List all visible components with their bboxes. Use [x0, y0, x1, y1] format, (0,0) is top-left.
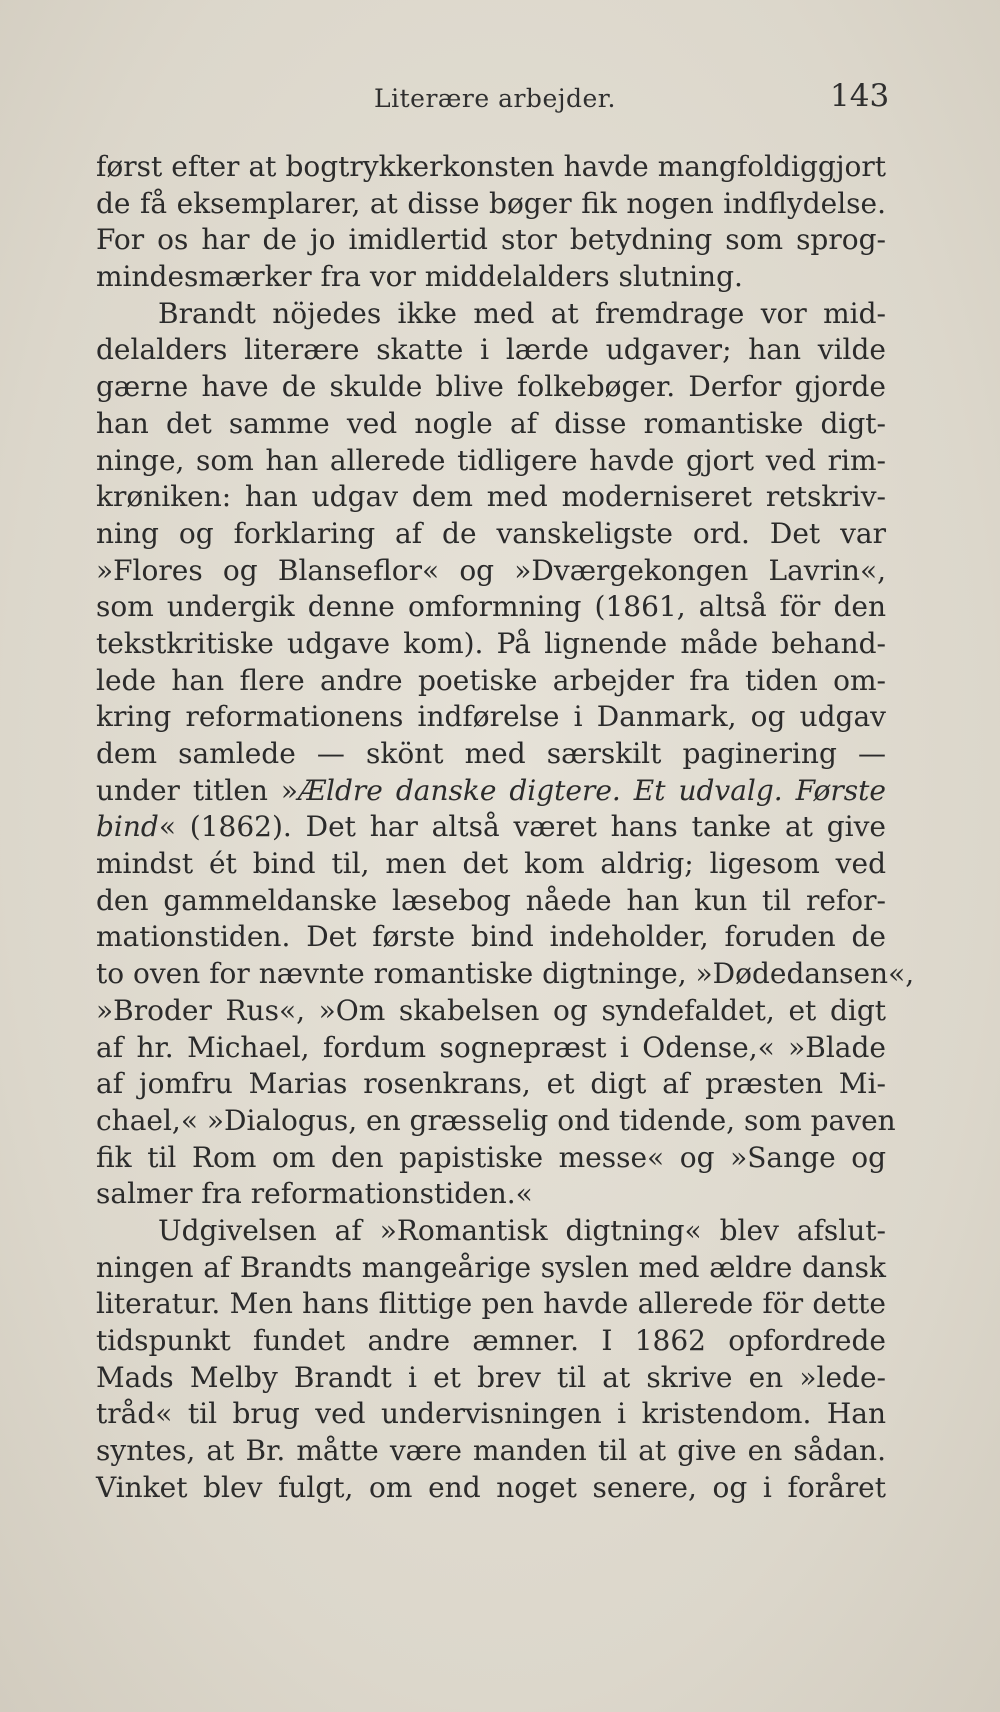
text-line: som undergik denne omformning (1861, altså för den	[96, 590, 886, 624]
page-number: 143	[830, 78, 890, 114]
text-line: af hr. Michael, fordum sognepræst i Odense,« »Blade	[96, 1030, 886, 1064]
text-line: literatur. Men hans flittige pen havde allerede för dette	[96, 1287, 886, 1321]
text-line: dem samlede — skönt med særskilt paginering —	[96, 737, 886, 770]
text-line: ninge, som han allerede tidligere havde gjort ved rim-	[96, 443, 886, 477]
text-line	[96, 809, 886, 846]
text-line: af jomfru Marias rosenkrans, et digt af præsten Mi-	[96, 1067, 886, 1101]
text-line: to oven for nævnte romantiske digtninge, »Dødedansen«,	[96, 957, 915, 991]
text-line: tekstkritiske udgave kom). På lignende måde behand-	[96, 626, 886, 660]
running-title: Literære arbejder.	[374, 84, 616, 113]
text-line: mindst ét bind til, men det kom aldrig; ligesom ved	[96, 847, 886, 881]
text-line: fik til Rom om den papistiske messe« og »Sange og	[96, 1140, 886, 1174]
text-line: ning og forklaring af de vanskeligste ord. Det var	[96, 516, 886, 550]
text-line: mindesmærker fra vor middelalders slutning.	[96, 260, 743, 294]
text-line: Brandt nöjedes ikke med at fremdrage vor mid-	[158, 296, 886, 330]
text-segment: « (1862). Det har altså været hans tanke at give	[158, 810, 886, 844]
italic-title: bind	[96, 810, 159, 844]
italic-title: Ældre danske digtere. Et udvalg. Første	[298, 773, 886, 807]
text-line: Vinket blev fulgt, om end noget senere, og i foråret	[96, 1470, 886, 1504]
text-line: Udgivelsen af »Romantisk digtning« blev afslut-	[158, 1213, 886, 1247]
text-line: kring reformationens indførelse i Danmark, og udgav	[96, 700, 886, 734]
text-line: den gammeldanske læsebog nåede han kun til refor-	[96, 883, 886, 917]
text-line: lede han flere andre poetiske arbejder fra tiden om-	[96, 663, 886, 697]
text-line	[96, 773, 886, 810]
text-line: Mads Melby Brandt i et brev til at skrive en »lede-	[96, 1360, 886, 1394]
text-segment: under titlen »	[96, 773, 299, 807]
text-line: krøniken: han udgav dem med moderniseret retskriv-	[96, 480, 886, 514]
text-line: de få eksemplarer, at disse bøger fik nogen indflydelse.	[96, 186, 886, 220]
text-line: delalders literære skatte i lærde udgaver; han vilde	[96, 333, 886, 367]
text-line: For os har de jo imidlertid stor betydning som sprog-	[96, 223, 886, 257]
running-head	[0, 78, 1000, 124]
text-line: først efter at bogtrykkerkonsten havde mangfoldiggjort	[96, 150, 886, 183]
text-line: »Flores og Blanseflor« og »Dværgekongen Lavrin«,	[96, 553, 886, 587]
text-line: tidspunkt fundet andre æmner. I 1862 opfordrede	[96, 1324, 886, 1357]
text-line: ningen af Brandts mangeårige syslen med ældre dansk	[96, 1250, 886, 1284]
body-text	[96, 149, 915, 1506]
text-line: salmer fra reformationstiden.«	[96, 1177, 533, 1211]
text-line: gærne have de skulde blive folkebøger. Derfor gjorde	[96, 370, 886, 404]
text-line: han det samme ved nogle af disse romantiske digt-	[96, 406, 886, 440]
text-line: chael,« »Dialogus, en græsselig ond tidende, som paven	[96, 1103, 896, 1137]
text-line: »Broder Rus«, »Om skabelsen og syndefaldet, et digt	[96, 993, 886, 1027]
text-line: mationstiden. Det første bind indeholder, foruden de	[96, 920, 886, 954]
text-line: tråd« til brug ved undervisningen i kristendom. Han	[96, 1397, 886, 1431]
text-line: syntes, at Br. måtte være manden til at give en sådan.	[96, 1434, 886, 1468]
